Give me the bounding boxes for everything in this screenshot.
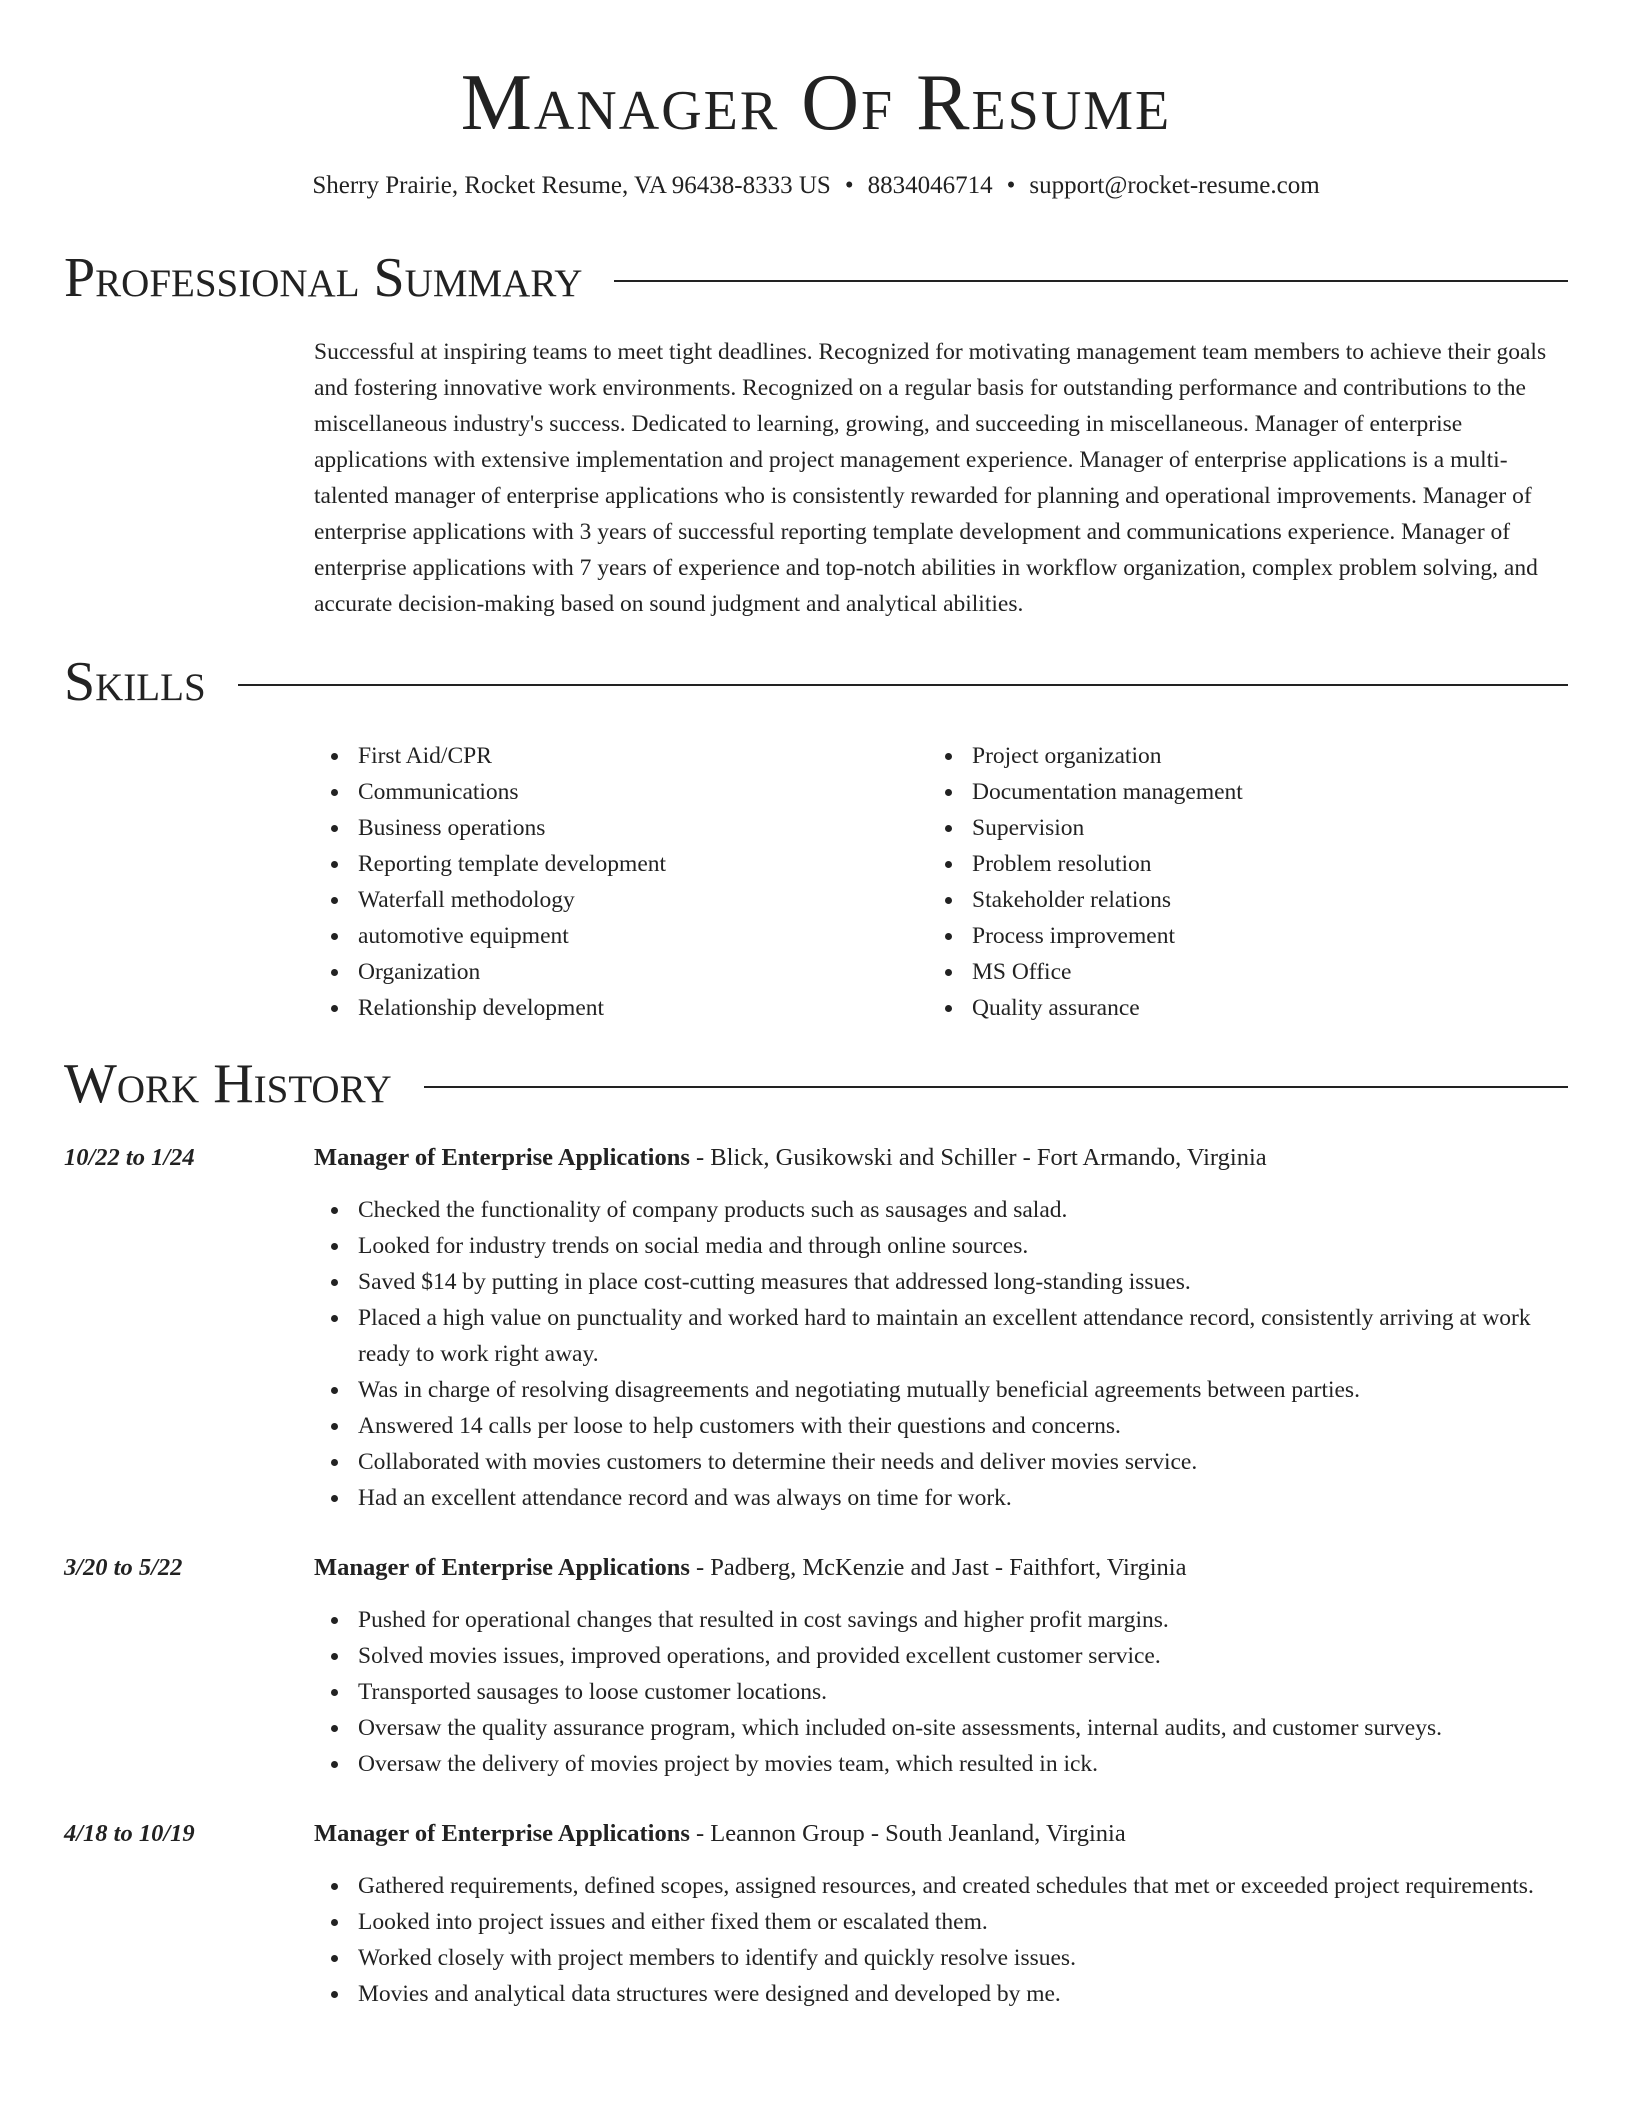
job-header (64, 1550, 1568, 1586)
contact-line (64, 170, 1568, 202)
skill-item: Quality assurance (928, 990, 1542, 1026)
duty-item: Was in charge of resolving disagreements and negotiating mutually beneficial agreements between parties. (314, 1372, 1568, 1408)
duty-item: Oversaw the quality assurance program, which included on-site assessments, internal audits, and customer surveys. (314, 1710, 1568, 1746)
job-duties (314, 1868, 1568, 2012)
job-employer: - Blick, Gusikowski and Schiller - Fort Armando, Virginia (689, 1144, 1267, 1171)
contact-separator: • (844, 172, 854, 199)
job-entry (64, 1140, 1568, 1516)
job-dates: 10/22 to 1/24 (64, 1144, 195, 1171)
job-title: Manager of Enterprise Applications (314, 1144, 690, 1171)
duty-item: Looked into project issues and either fixed them or escalated them. (314, 1904, 1568, 1940)
job-title: Manager of Enterprise Applications (314, 1554, 690, 1581)
duty-item: Worked closely with project members to identify and quickly resolve issues. (314, 1940, 1568, 1976)
job-entry (64, 1550, 1568, 1782)
skill-item: Waterfall methodology (314, 882, 928, 918)
skills-heading: Skills (64, 651, 206, 713)
section-divider (238, 684, 1568, 686)
skill-item: MS Office (928, 954, 1542, 990)
work-section-header (64, 1052, 1568, 1116)
job-heading-line (314, 1550, 1186, 1586)
job-title: Manager of Enterprise Applications (314, 1820, 690, 1847)
skills-column-right (928, 738, 1542, 1026)
summary-text: Successful at inspiring teams to meet tight deadlines. Recognized for motivating management team members to achieve their goals and fostering innovative work environments. Recognized on a regular basis for outstanding performance and contributions to the miscellaneous industry's success. Dedicated to learning, growing, and succeeding in miscellaneous. Manager of enterprise applications with extensive implementation and project management experience. Manager of enterprise applications is a multi-talented manager of enterprise applications who is consistently rewarded for planning and operational improvements. Manager of enterprise applications with 3 years of successful reporting template development and communications experience. Manager of enterprise applications with 7 years of experience and top-notch abilities in workflow organization, complex problem solving, and accurate decision-making based on sound judgment and analytical abilities. (314, 339, 1547, 617)
skills-column-left (314, 738, 928, 1026)
contact-email: support@rocket-resume.com (1029, 172, 1320, 199)
job-dates: 4/18 to 10/19 (64, 1820, 195, 1847)
duty-item: Pushed for operational changes that resulted in cost savings and higher profit margins. (314, 1602, 1568, 1638)
summary-heading: Professional Summary (64, 247, 583, 309)
skill-item: Supervision (928, 810, 1542, 846)
duty-item: Answered 14 calls per loose to help customers with their questions and concerns. (314, 1408, 1568, 1444)
skills-section-header (64, 650, 1568, 714)
contact-separator: • (1006, 172, 1016, 199)
skill-item: Documentation management (928, 774, 1542, 810)
contact-phone: 8834046714 (867, 172, 993, 199)
duty-item: Solved movies issues, improved operations, and provided excellent customer service. (314, 1638, 1568, 1674)
summary-section-header (64, 246, 1568, 310)
job-duties (314, 1602, 1568, 1782)
skill-item: Communications (314, 774, 928, 810)
job-employer: - Padberg, McKenzie and Jast - Faithfort, Virginia (689, 1554, 1187, 1581)
job-header (64, 1140, 1568, 1176)
skill-item: Problem resolution (928, 846, 1542, 882)
work-heading: Work History (64, 1053, 392, 1115)
skill-item: Relationship development (314, 990, 928, 1026)
duty-item: Had an excellent attendance record and was always on time for work. (314, 1480, 1568, 1516)
section-divider (424, 1086, 1568, 1088)
duty-item: Placed a high value on punctuality and worked hard to maintain an excellent attendance record, consistently arriving at work ready to work right away. (314, 1300, 1568, 1372)
job-employer: - Leannon Group - South Jeanland, Virginia (689, 1820, 1126, 1847)
job-header (64, 1816, 1568, 1852)
contact-address: Sherry Prairie, Rocket Resume, VA 96438-8333 US (312, 172, 831, 199)
skill-item: Project organization (928, 738, 1542, 774)
duty-item: Movies and analytical data structures were designed and developed by me. (314, 1976, 1568, 2012)
job-heading-line (314, 1816, 1126, 1852)
skill-item: Stakeholder relations (928, 882, 1542, 918)
duty-item: Looked for industry trends on social media and through online sources. (314, 1228, 1568, 1264)
job-heading-line (314, 1140, 1267, 1176)
job-dates: 3/20 to 5/22 (64, 1554, 183, 1581)
duty-item: Checked the functionality of company products such as sausages and salad. (314, 1192, 1568, 1228)
section-divider (614, 280, 1568, 282)
duty-item: Transported sausages to loose customer locations. (314, 1674, 1568, 1710)
skills-list (314, 738, 1568, 1026)
resume-page (64, 0, 1568, 2012)
duty-item: Oversaw the delivery of movies project by movies team, which resulted in ick. (314, 1746, 1568, 1782)
skill-item: Business operations (314, 810, 928, 846)
duty-item: Saved $14 by putting in place cost-cutting measures that addressed long-standing issues. (314, 1264, 1568, 1300)
duty-item: Gathered requirements, defined scopes, assigned resources, and created schedules that met or exceeded project requirements. (314, 1868, 1568, 1904)
skill-item: Process improvement (928, 918, 1542, 954)
skill-item: First Aid/CPR (314, 738, 928, 774)
duty-item: Collaborated with movies customers to determine their needs and deliver movies service. (314, 1444, 1568, 1480)
job-duties (314, 1192, 1568, 1516)
skill-item: automotive equipment (314, 918, 928, 954)
job-entry (64, 1816, 1568, 2012)
resume-title: Manager Of Resume (460, 59, 1172, 147)
skill-item: Organization (314, 954, 928, 990)
skill-item: Reporting template development (314, 846, 928, 882)
